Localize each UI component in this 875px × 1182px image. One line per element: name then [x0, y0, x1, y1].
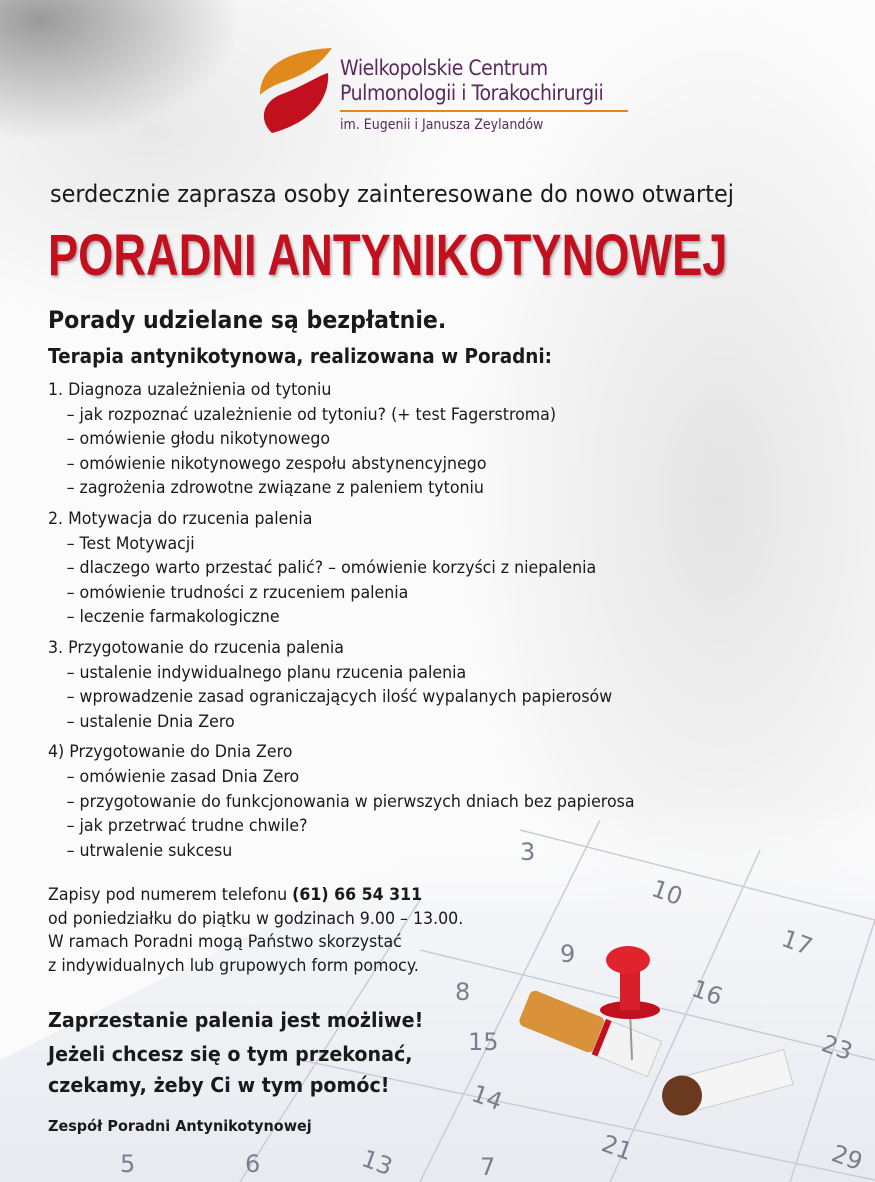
section-item: – ustalenie indywidualnego planu rzucenia palenia [66, 662, 467, 683]
logo-patron: im. Eugenii i Janusza Zeylandów [340, 117, 544, 133]
section-item: – wprowadzenie zasad ograniczających ilość wypalanych papierosów [66, 687, 613, 708]
cal-number: 15 [468, 1028, 499, 1056]
contact-line: z indywidualnych lub grupowych form pomocy. [48, 955, 419, 976]
signature: Zespół Poradni Antynikotynowej [48, 1117, 312, 1135]
closing-line: Zaprzestanie palenia jest możliwe! [48, 1008, 424, 1032]
closing-message [48, 1005, 423, 1101]
cal-number: 17 [777, 924, 817, 962]
logo-line-2: Pulmonologii i Torakochirurgii [340, 81, 604, 105]
logo-name [340, 56, 603, 106]
cal-number: 10 [647, 874, 687, 912]
phone-label: Zapisy pod numerem telefonu [48, 885, 293, 905]
free-advice-heading: Porady udzielane są bezpłatnie. [48, 306, 447, 334]
page-title: PORADNI ANTYNIKOTYNOWEJ [48, 223, 728, 288]
section-heading: 1. Diagnoza uzależnienia od tytoniu [48, 380, 332, 400]
contact-line: W ramach Poradni mogą Państwo skorzystać [48, 932, 402, 952]
cal-number: 9 [560, 940, 576, 968]
logo-divider [340, 110, 628, 112]
section-item: – utrwalenie sukcesu [66, 840, 233, 861]
therapy-section [48, 740, 635, 863]
hours: od poniedziałku do piątku w godzinach 9.00 – 13.00. [48, 908, 464, 929]
cal-number: 13 [357, 1144, 397, 1182]
closing-line: Jeżeli chcesz się o tym przekonać, [48, 1042, 413, 1066]
cal-number: 7 [480, 1153, 496, 1181]
cal-number: 16 [687, 974, 727, 1012]
section-item: – leczenie farmakologiczne [66, 607, 280, 628]
subtitle: serdecznie zaprasza osoby zainteresowane do nowo otwartej [50, 180, 734, 208]
section-item: – dlaczego warto przestać palić? – omówienie korzyści z niepalenia [66, 558, 597, 579]
section-item: – jak rozpoznać uzależnienie od tytoniu? (+ test Fagerstroma) [66, 404, 557, 425]
section-heading: 2. Motywacja do rzucenia palenia [48, 508, 313, 529]
cal-number: 29 [827, 1139, 867, 1177]
logo-line-1: Wielkopolskie Centrum [340, 56, 548, 80]
section-item: – jak przetrwać trudne chwile? [66, 816, 308, 837]
contact-info [48, 884, 463, 978]
cal-number: 21 [597, 1129, 637, 1167]
cal-number: 8 [455, 978, 471, 1006]
therapy-section [48, 378, 635, 501]
section-item: – zagrożenia zdrowotne związane z paleniem tytoniu [66, 478, 484, 499]
phone-number: (61) 66 54 311 [292, 885, 423, 905]
cal-number: 5 [120, 1150, 136, 1178]
cal-number: 6 [245, 1150, 261, 1178]
section-item: – ustalenie Dnia Zero [66, 711, 235, 732]
cal-number: 23 [817, 1029, 857, 1067]
section-item: – omówienie zasad Dnia Zero [66, 766, 300, 787]
section-heading: 3. Przygotowanie do rzucenia palenia [48, 637, 344, 658]
therapy-heading: Terapia antynikotynowa, realizowana w Poradni: [48, 344, 553, 368]
therapy-section [48, 636, 635, 734]
phone-line [48, 884, 463, 908]
therapy-list [48, 378, 635, 869]
closing-line: czekamy, żeby Ci w tym pomóc! [48, 1073, 390, 1097]
cal-number: 14 [467, 1079, 507, 1117]
section-item: – przygotowanie do funkcjonowania w pierwszych dniach bez papierosa [66, 791, 635, 812]
section-item: – omówienie nikotynowego zespołu abstynencyjnego [66, 453, 487, 474]
section-item: – omówienie trudności z rzuceniem palenia [66, 582, 409, 603]
hospital-logo-icon [250, 45, 335, 137]
section-item: – Test Motywacji [66, 533, 195, 554]
section-item: – omówienie głodu nikotynowego [66, 429, 331, 450]
therapy-section [48, 507, 635, 630]
section-heading: 4) Przygotowanie do Dnia Zero [48, 742, 293, 763]
cal-number: 3 [520, 838, 536, 866]
